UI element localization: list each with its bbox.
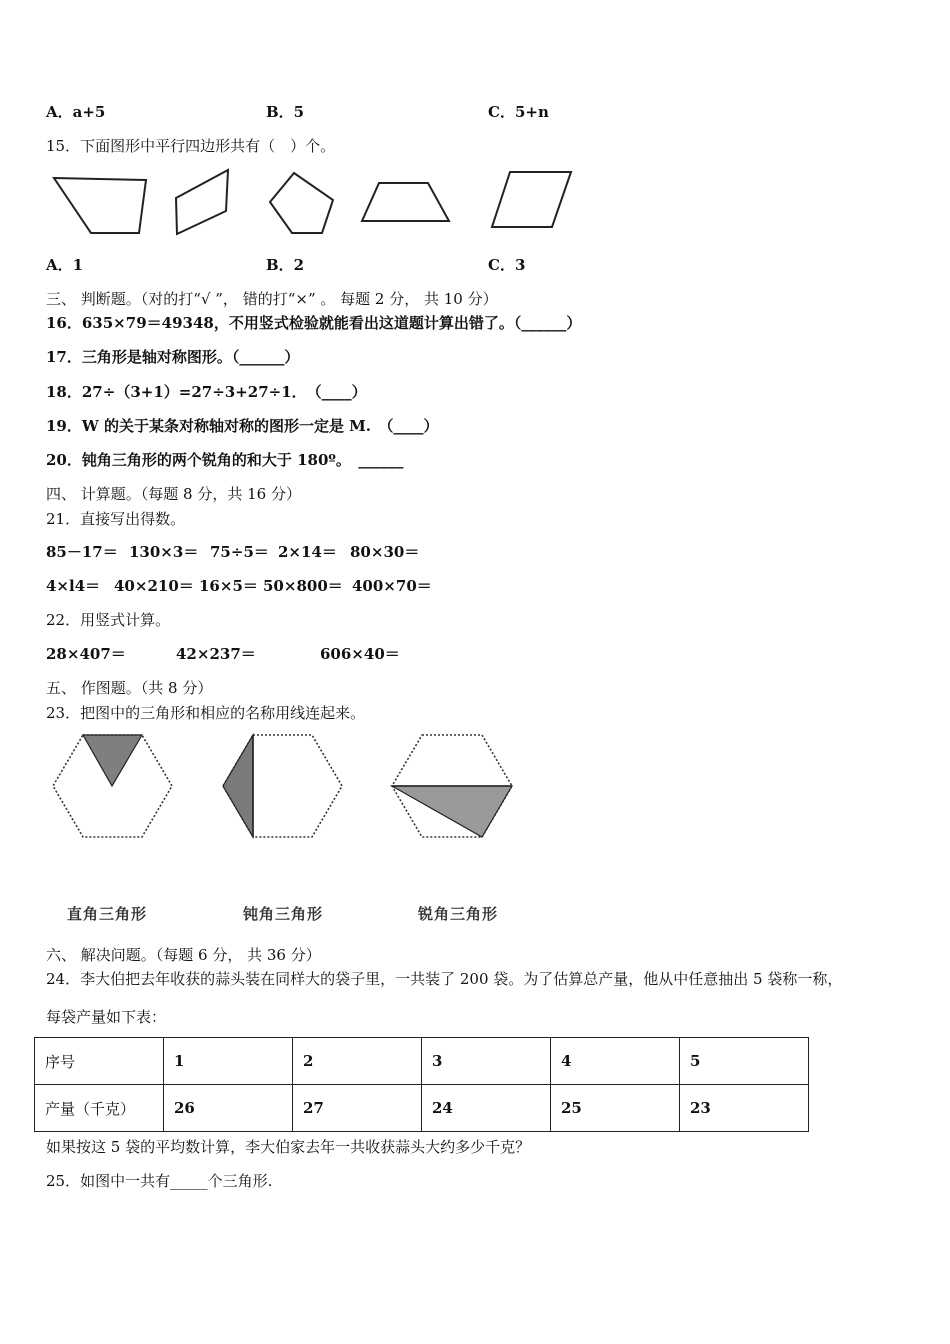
- section5-heading: 五、 作图题。（共 8 分）: [46, 679, 213, 697]
- q15-option-a[interactable]: A．1: [46, 256, 84, 274]
- q17-text: 17．三角形是轴对称图形。（______）: [46, 348, 300, 366]
- q23-text: 23．把图中的三角形和相应的名称用线连起来。: [46, 704, 366, 722]
- q21-item: 16×5＝: [199, 577, 258, 595]
- table-cell: 25: [551, 1085, 680, 1132]
- table-cell: 27: [293, 1085, 422, 1132]
- q21-item: 85－17＝: [46, 543, 118, 561]
- table-cell: 24: [422, 1085, 551, 1132]
- shaded-triangle-1: [83, 735, 142, 786]
- table-cell: 26: [164, 1085, 293, 1132]
- label-acute-triangle: 锐角三角形: [418, 905, 499, 923]
- table-cell: 3: [422, 1038, 551, 1085]
- table-cell: 2: [293, 1038, 422, 1085]
- shaded-triangle-3: [392, 786, 512, 837]
- q15-question: 15．下面图形中平行四边形共有（ ）个。: [46, 137, 336, 155]
- yield-table: [34, 1037, 809, 1132]
- q21-text: 21．直接写出得数。: [46, 510, 186, 528]
- q22-item: 42×237＝: [176, 645, 256, 663]
- table-header-cell: 序号: [35, 1038, 164, 1085]
- table-row: [35, 1085, 809, 1132]
- q24-line1: 24．李大伯把去年收获的蒜头装在同样大的袋子里，一共装了 200 袋。为了估算总产量，他从中任意抽出 5 袋称一称，: [46, 970, 843, 988]
- q24-line2: 每袋产量如下表：: [46, 1008, 167, 1026]
- q21-item: 130×3＝: [129, 543, 199, 561]
- table-cell: 4: [551, 1038, 680, 1085]
- q14-option-b[interactable]: B．5: [266, 103, 305, 121]
- q21-item: 4×l4＝: [46, 577, 101, 595]
- table-cell: 5: [680, 1038, 809, 1085]
- section6-heading: 六、 解决问题。（每题 6 分， 共 36 分）: [46, 946, 321, 964]
- q19-text: 19．W 的关于某条对称轴对称的图形一定是 M. （____）: [46, 417, 439, 435]
- q24-question: 如果按这 5 袋的平均数计算，李大伯家去年一共收获蒜头大约多少千克？: [46, 1138, 531, 1156]
- q20-text: 20．钝角三角形的两个锐角的和大于 180º。 ______: [46, 451, 404, 469]
- q22-text: 22．用竖式计算。: [46, 611, 171, 629]
- label-obtuse-triangle: 钝角三角形: [243, 905, 324, 923]
- q22-item: 606×40＝: [320, 645, 400, 663]
- q15-option-b[interactable]: B．2: [266, 256, 305, 274]
- table-header-cell: 产量（千克）: [35, 1085, 164, 1132]
- q16-text: 16．635×79＝49348，不用竖式检验就能看出这道题计算出错了。（______）: [46, 314, 582, 332]
- section4-heading: 四、 计算题。（每题 8 分，共 16 分）: [46, 485, 301, 503]
- q21-item: 2×14＝: [278, 543, 337, 561]
- q21-item: 80×30＝: [350, 543, 420, 561]
- table-cell: 23: [680, 1085, 809, 1132]
- q15-option-c[interactable]: C．3: [488, 256, 526, 274]
- q21-item: 50×800＝: [263, 577, 343, 595]
- q14-option-c[interactable]: C．5+n: [488, 103, 549, 121]
- q21-item: 40×210＝: [114, 577, 194, 595]
- shaded-triangle-2: [223, 735, 253, 837]
- q18-text: 18．27÷（3+1）=27÷3+27÷1． （____）: [46, 383, 367, 401]
- table-row: [35, 1038, 809, 1085]
- q14-option-a[interactable]: A．a+5: [46, 103, 106, 121]
- q21-item: 400×70＝: [352, 577, 432, 595]
- q25-text: 25．如图中一共有_____个三角形.: [46, 1172, 273, 1190]
- section3-heading: 三、 判断题。（对的打“√ ”， 错的打“×” 。 每题 2 分， 共 10 分）: [46, 290, 498, 308]
- table-cell: 1: [164, 1038, 293, 1085]
- q22-item: 28×407＝: [46, 645, 126, 663]
- q21-item: 75÷5＝: [210, 543, 269, 561]
- label-right-triangle: 直角三角形: [67, 905, 148, 923]
